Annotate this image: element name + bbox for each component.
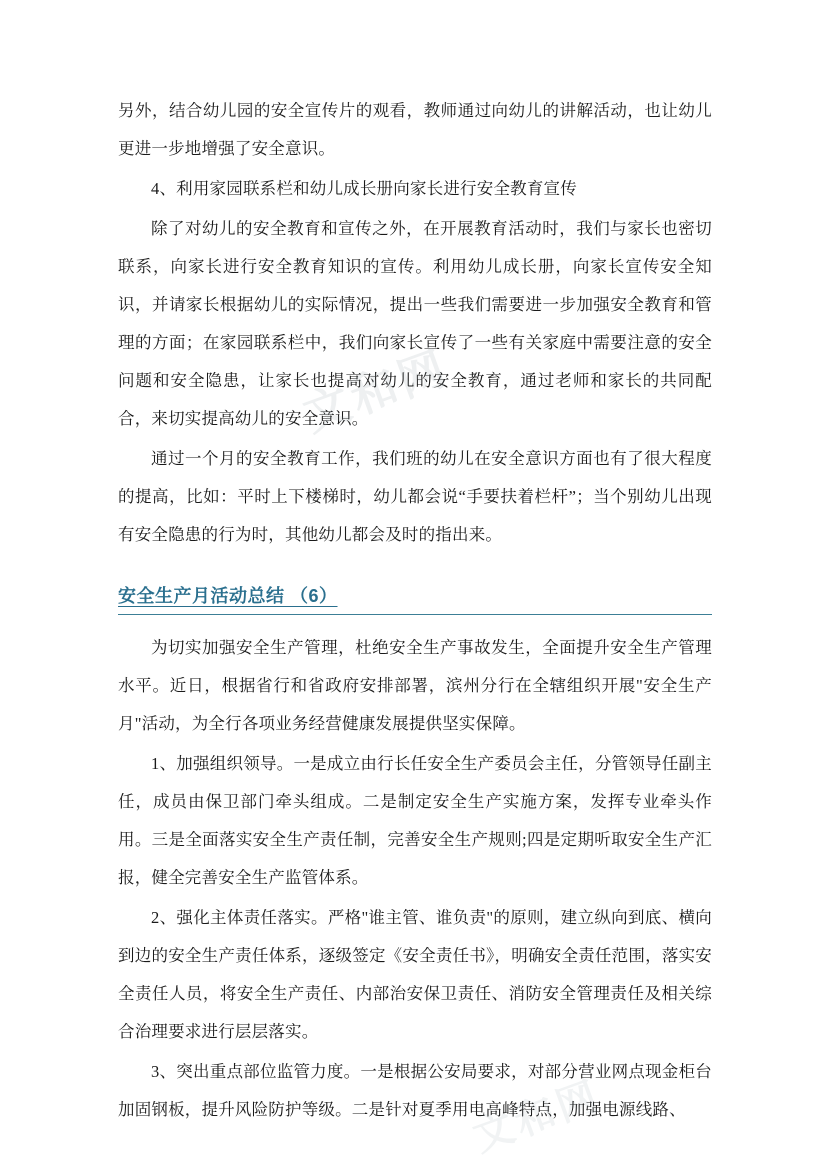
watermark-lower: 文和网 <box>467 1073 607 1161</box>
paragraph-top-2: 4、利用家园联系栏和幼儿成长册向家长进行安全教育宣传 <box>151 179 577 198</box>
paragraph-bottom-3: 2、强化主体责任落实。严格"谁主管、谁负责"的原则，建立纵向到底、横向到边的安全生产责任体系，逐级签定《安全责任书》，明确安全责任范围，落实安全责任人员，将安全生产责任、内部治安保卫责任、消防安全管理责任及相关综合治理要求进行层层落实。 <box>118 908 712 1041</box>
paragraph-bottom-4: 3、突出重点部位监管力度。一是根据公安局要求，对部分营业网点现金柜台加固钢板，提升风险防护等级。二是针对夏季用电高峰特点，加强电源线路、 <box>118 1062 712 1119</box>
paragraph-top-3: 除了对幼儿的安全教育和宣传之外，在开展教育活动时，我们与家长也密切联系，向家长进行安全教育知识的宣传。利用幼儿成长册，向家长宣传安全知识，并请家长根据幼儿的实际情况，提出一些我们需要进一步加强安全教育和管理的方面；在家园联系栏中，我们向家长宣传了一些有关家庭中需要注意的安全问题和安全隐患，让家长也提高对幼儿的安全教育，通过老师和家长的共同配合，来切实提高幼儿的安全意识。 <box>118 219 712 428</box>
paragraph-bottom-2: 1、加强组织领导。一是成立由行长任安全生产委员会主任，分管领导任副主任，成员由保卫部门牵头组成。二是制定安全生产实施方案，发挥专业牵头作用。三是全面落实安全生产责任制，完善安全生产规则;四是定期听取安全生产汇报，健全完善安全生产监管体系。 <box>118 754 712 887</box>
paragraph-top-1: 另外，结合幼儿园的安全宣传片的观看，教师通过向幼儿的讲解活动，也让幼儿更进一步地增强了安全意识。 <box>118 101 712 158</box>
watermark-upper: 文和网 <box>296 340 456 441</box>
section-heading: 安全生产月活动总结 （6） <box>118 586 338 606</box>
paragraph-top-4: 通过一个月的安全教育工作，我们班的幼儿在安全意识方面也有了很大程度的提高，比如：平时上下楼梯时，幼儿都会说“手要扶着栏杆”；当个别幼儿出现有安全隐患的行为时，其他幼儿都会及时的指出来。 <box>118 449 712 544</box>
paragraph-bottom-1: 为切实加强安全生产管理，杜绝安全生产事故发生，全面提升安全生产管理水平。近日，根据省行和省政府安排部署，滨州分行在全辖组织开展"安全生产月"活动，为全行各项业务经营健康发展提供坚实保障。 <box>118 638 712 733</box>
section-heading-wrapper <box>118 580 712 615</box>
